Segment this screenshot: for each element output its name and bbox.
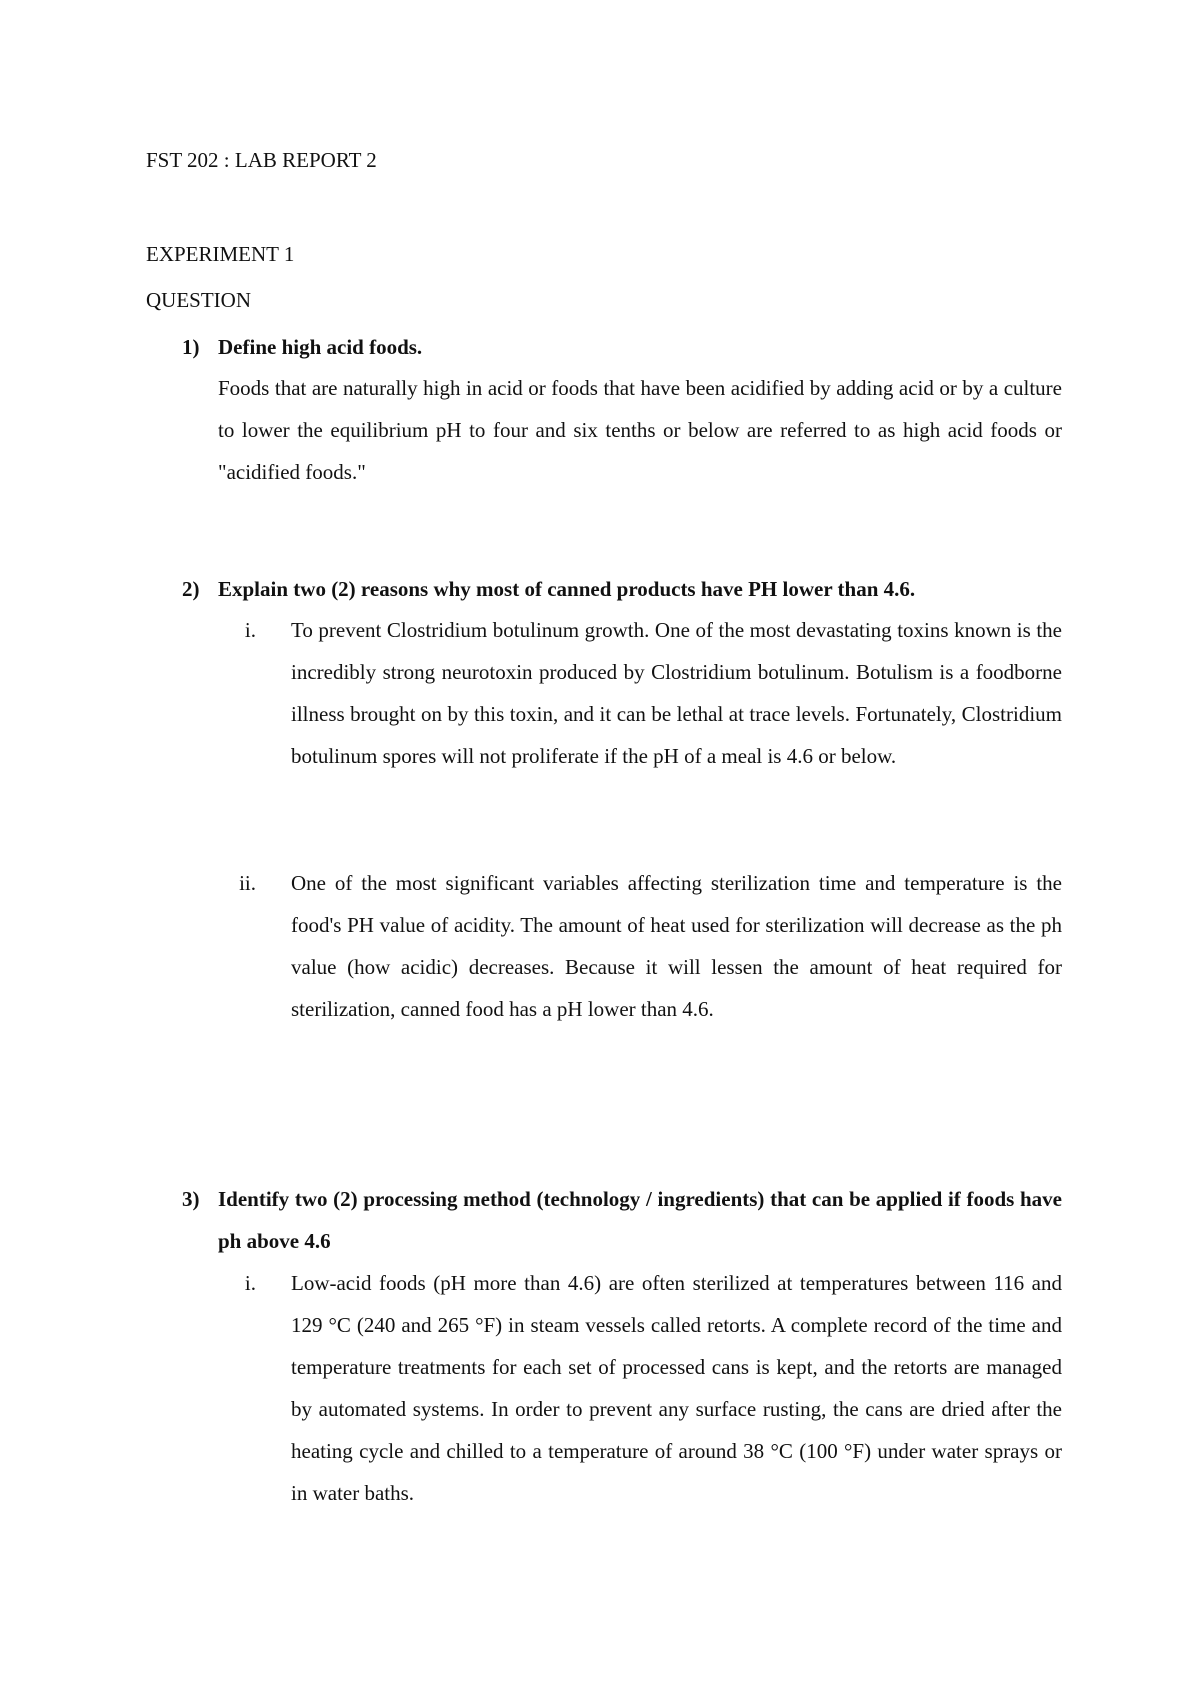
- question-2-text: Explain two (2) reasons why most of canned products have PH lower than 4.6.: [218, 577, 916, 601]
- question-1-text: Define high acid foods.: [218, 335, 423, 359]
- section-heading: QUESTION: [146, 288, 251, 312]
- question-3-number: 3): [182, 1187, 200, 1211]
- question-1-answer: Foods that are naturally high in acid or foods that have been acidified by adding acid or by a culture to lower the equilibrium pH to four and six tenths or below are referred to as high acid foods or "acidified foods.": [218, 376, 1062, 484]
- question-2-number: 2): [182, 577, 200, 601]
- question-3-item-1-text: Low-acid foods (pH more than 4.6) are often sterilized at temperatures between 116 and 129 °C (240 and 265 °F) in steam vessels called retorts. A complete record of the time and temperature treatments for each set of processed cans is kept, and the retorts are managed by automated systems. In order to prevent any surface rusting, the cans are dried after the heating cycle and chilled to a temperature of around 38 °C (100 °F) under water sprays or in water baths.: [291, 1271, 1062, 1505]
- question-2-item-2-marker: ii.: [239, 871, 256, 895]
- experiment-heading: EXPERIMENT 1: [146, 242, 295, 266]
- question-3-item-1-marker: i.: [244, 1271, 256, 1295]
- question-2-item-2-text: One of the most significant variables affecting sterilization time and temperature is the food's PH value of acidity. The amount of heat used for sterilization will decrease as the ph value (how acidic) decreases. Because it will lessen the amount of heat required for sterilization, canned food has a pH lower than 4.6.: [291, 871, 1062, 1021]
- question-1-number: 1): [182, 335, 200, 359]
- question-2-item-1-marker: i.: [244, 618, 256, 642]
- question-3-text: Identify two (2) processing method (technology / ingredients) that can be applied if foods have ph above 4.6: [218, 1187, 1062, 1253]
- question-2-item-1-text: To prevent Clostridium botulinum growth. One of the most devastating toxins known is the incredibly strong neurotoxin produced by Clostridium botulinum. Botulism is a foodborne illness brought on by this toxin, and it can be lethal at trace levels. Fortunately, Clostridium botulinum spores will not proliferate if the pH of a meal is 4.6 or below.: [291, 618, 1062, 768]
- document-title: FST 202 : LAB REPORT 2: [146, 148, 377, 172]
